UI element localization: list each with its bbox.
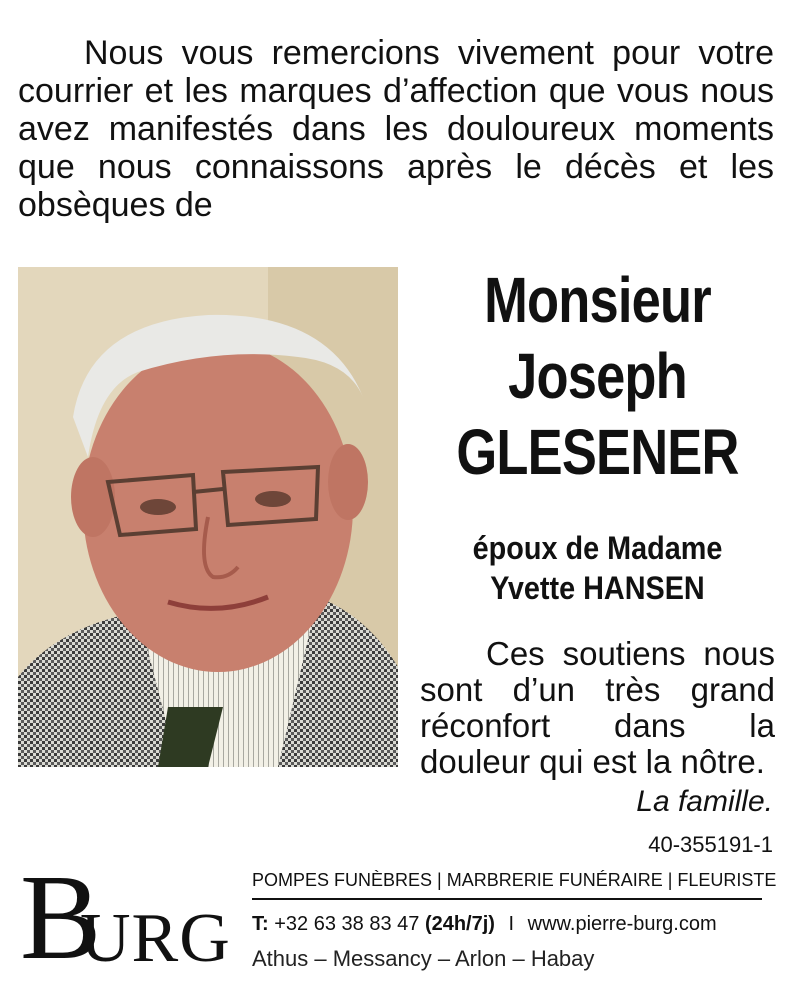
intro-paragraph: Nous vous remercions vivement pour votre courrier et les marques d’affection que vous nous avez manifestés dans les douloureux moments que nous connaissons après le décès et les obsèques de [18, 34, 774, 224]
phone-label: T: [252, 913, 269, 935]
burg-logo [20, 850, 231, 985]
logo-letter-b: B [20, 850, 102, 985]
signature: La famille. [636, 785, 773, 818]
contact-separator: I [508, 913, 515, 935]
deceased-name [420, 262, 775, 490]
spouse-line-2: Yvette HANSEN [490, 570, 705, 606]
logo-letters-urg: URG [80, 900, 231, 977]
towns-line: Athus – Messancy – Arlon – Habay [252, 946, 595, 971]
contact-line [252, 911, 717, 937]
footer-divider [252, 898, 762, 900]
availability: (24h/7j) [424, 913, 495, 935]
phone-number: +32 63 38 83 47 [274, 913, 420, 935]
deceased-title: Monsieur [484, 264, 711, 336]
portrait-photo [18, 267, 398, 767]
spouse-line-1: époux de Madame [472, 530, 723, 566]
deceased-last-name: GLESENER [456, 416, 739, 488]
reference-number: 40-355191-1 [648, 832, 773, 857]
spouse-info [438, 528, 758, 608]
services-line: POMPES FUNÈBRES | MARBRERIE FUNÉRAIRE | FLEURISTE [252, 870, 777, 890]
deceased-first-name: Joseph [508, 340, 687, 412]
thanks-paragraph: Ces soutiens nous sont d’un très grand réconfort dans la douleur qui est la nôtre. [420, 635, 775, 780]
website-link[interactable]: www.pierre-burg.com [527, 913, 717, 935]
